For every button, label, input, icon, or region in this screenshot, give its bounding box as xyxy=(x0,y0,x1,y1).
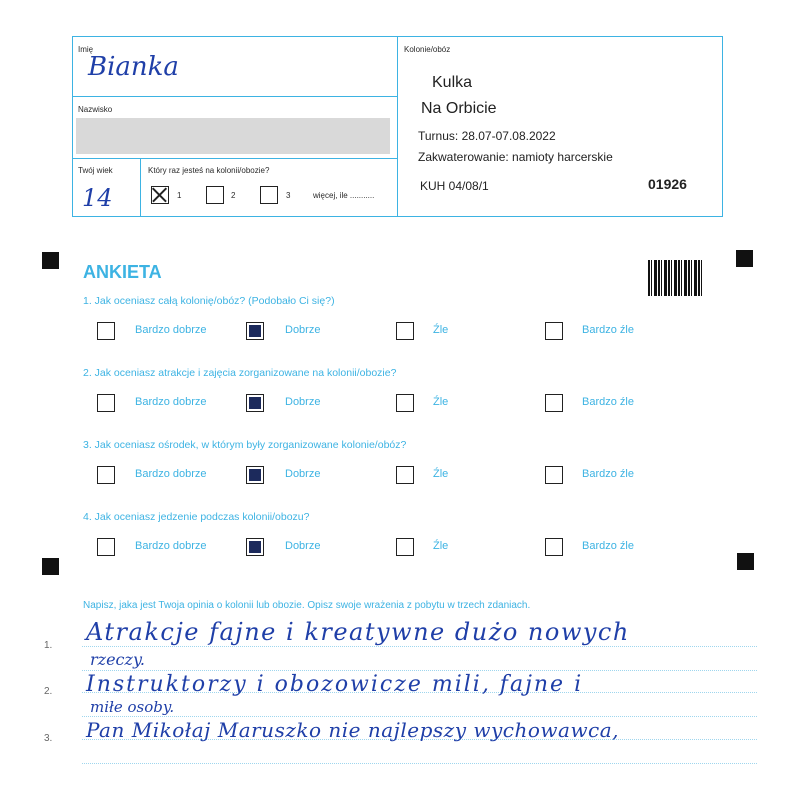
opinion-line-3b xyxy=(82,763,757,764)
q2-checkbox-źle[interactable] xyxy=(396,394,414,412)
q4-checkbox-dobrze[interactable] xyxy=(246,538,264,556)
q2-checkbox-bardzo-źle[interactable] xyxy=(545,394,563,412)
vertical-divider xyxy=(397,36,398,217)
opinion-text-1-cont[interactable]: rzeczy. xyxy=(90,650,145,669)
line-number-1: 1. xyxy=(44,640,53,651)
ktory-raz-checkbox-1[interactable] xyxy=(151,186,169,204)
q4-option-label: Dobrze xyxy=(285,540,321,552)
survey-question-1: 1. Jak oceniasz całą kolonię/obóz? (Podobało Ci się?) xyxy=(83,295,335,307)
line-number-2: 2. xyxy=(44,686,53,697)
survey-question-3: 3. Jak oceniasz ośrodek, w którym były zorganizowane kolonie/obóz? xyxy=(83,439,407,451)
survey-question-2: 2. Jak oceniasz atrakcje i zajęcia zorganizowane na kolonii/obozie? xyxy=(83,367,397,379)
form-number: 01926 xyxy=(648,176,687,192)
imie-label: Imię xyxy=(78,45,94,54)
divider-age-count xyxy=(140,158,141,217)
q1-checkbox-bardzo-źle[interactable] xyxy=(545,322,563,340)
q1-option-label: Dobrze xyxy=(285,324,321,336)
registration-mark-bottom-right xyxy=(737,553,754,570)
ktory-raz-option-1: 1 xyxy=(177,191,182,200)
q1-option-label: Bardzo źle xyxy=(582,324,634,336)
zakwaterowanie-text: Zakwaterowanie: namioty harcerskie xyxy=(418,150,613,164)
wiek-value[interactable]: 14 xyxy=(82,184,113,212)
q3-option-label: Dobrze xyxy=(285,468,321,480)
opinion-text-3[interactable]: Pan Mikołaj Maruszko nie najlepszy wychowawca, xyxy=(86,718,620,742)
q1-option-label: Źle xyxy=(433,324,449,336)
q2-option-label: Bardzo źle xyxy=(582,396,634,408)
survey-question-4: 4. Jak oceniasz jedzenie podczas kolonii/obozu? xyxy=(83,511,310,523)
opinion-line-2b xyxy=(82,716,757,717)
kolonia-name2: Na Orbicie xyxy=(421,100,497,117)
opinion-line-1b xyxy=(82,670,757,671)
opinion-text-2[interactable]: Instruktorzy i obozowicze mili, fajne i xyxy=(86,672,584,697)
opinion-text-1[interactable]: Atrakcje fajne i kreatywne dużo nowych xyxy=(86,618,630,646)
barcode xyxy=(648,260,702,296)
q4-checkbox-bardzo-źle[interactable] xyxy=(545,538,563,556)
q3-option-label: Bardzo źle xyxy=(582,468,634,480)
q3-checkbox-dobrze[interactable] xyxy=(246,466,264,484)
nazwisko-redaction xyxy=(76,118,390,154)
ktory-raz-label: Który raz jesteś na kolonii/obozie? xyxy=(148,166,270,175)
ktory-raz-option-3: 3 xyxy=(286,191,291,200)
q1-checkbox-bardzo-dobrze[interactable] xyxy=(97,322,115,340)
q1-checkbox-źle[interactable] xyxy=(396,322,414,340)
q3-option-label: Źle xyxy=(433,468,449,480)
opinion-prompt: Napisz, jaka jest Twoja opinia o kolonii lub obozie. Opisz swoje wrażenia z pobytu w trzech zdaniach. xyxy=(83,600,531,611)
opinion-text-2-cont[interactable]: miłe osoby. xyxy=(90,698,175,716)
q4-checkbox-źle[interactable] xyxy=(396,538,414,556)
q1-option-label: Bardzo dobrze xyxy=(135,324,207,336)
code-text: KUH 04/08/1 xyxy=(420,179,489,193)
q3-checkbox-źle[interactable] xyxy=(396,466,414,484)
q1-checkbox-dobrze[interactable] xyxy=(246,322,264,340)
q2-checkbox-dobrze[interactable] xyxy=(246,394,264,412)
opinion-line-1a xyxy=(82,646,757,647)
q2-option-label: Źle xyxy=(433,396,449,408)
q3-checkbox-bardzo-źle[interactable] xyxy=(545,466,563,484)
ktory-raz-checkbox-3[interactable] xyxy=(260,186,278,204)
registration-mark-top-left xyxy=(42,252,59,269)
kolonia-label: Kolonie/obóz xyxy=(404,45,451,54)
q4-option-label: Źle xyxy=(433,540,449,552)
nazwisko-label: Nazwisko xyxy=(78,105,113,114)
q4-option-label: Bardzo dobrze xyxy=(135,540,207,552)
q4-checkbox-bardzo-dobrze[interactable] xyxy=(97,538,115,556)
imie-value[interactable]: Bianka xyxy=(88,52,179,82)
ktory-raz-option-2: 2 xyxy=(231,191,236,200)
divider-name xyxy=(72,96,398,97)
q3-checkbox-bardzo-dobrze[interactable] xyxy=(97,466,115,484)
line-number-3: 3. xyxy=(44,733,53,744)
ktory-raz-checkbox-2[interactable] xyxy=(206,186,224,204)
registration-mark-bottom-left xyxy=(42,558,59,575)
wiek-label: Twój wiek xyxy=(78,166,113,175)
q3-option-label: Bardzo dobrze xyxy=(135,468,207,480)
wiecej-label: więcej, ile ........... xyxy=(313,191,375,200)
q2-option-label: Bardzo dobrze xyxy=(135,396,207,408)
registration-mark-top-right xyxy=(736,250,753,267)
divider-age xyxy=(72,158,398,159)
q2-option-label: Dobrze xyxy=(285,396,321,408)
q2-checkbox-bardzo-dobrze[interactable] xyxy=(97,394,115,412)
turnus-text: Turnus: 28.07-07.08.2022 xyxy=(418,129,556,143)
survey-title: ANKIETA xyxy=(83,262,162,282)
kolonia-name1: Kulka xyxy=(432,74,473,91)
q4-option-label: Bardzo źle xyxy=(582,540,634,552)
